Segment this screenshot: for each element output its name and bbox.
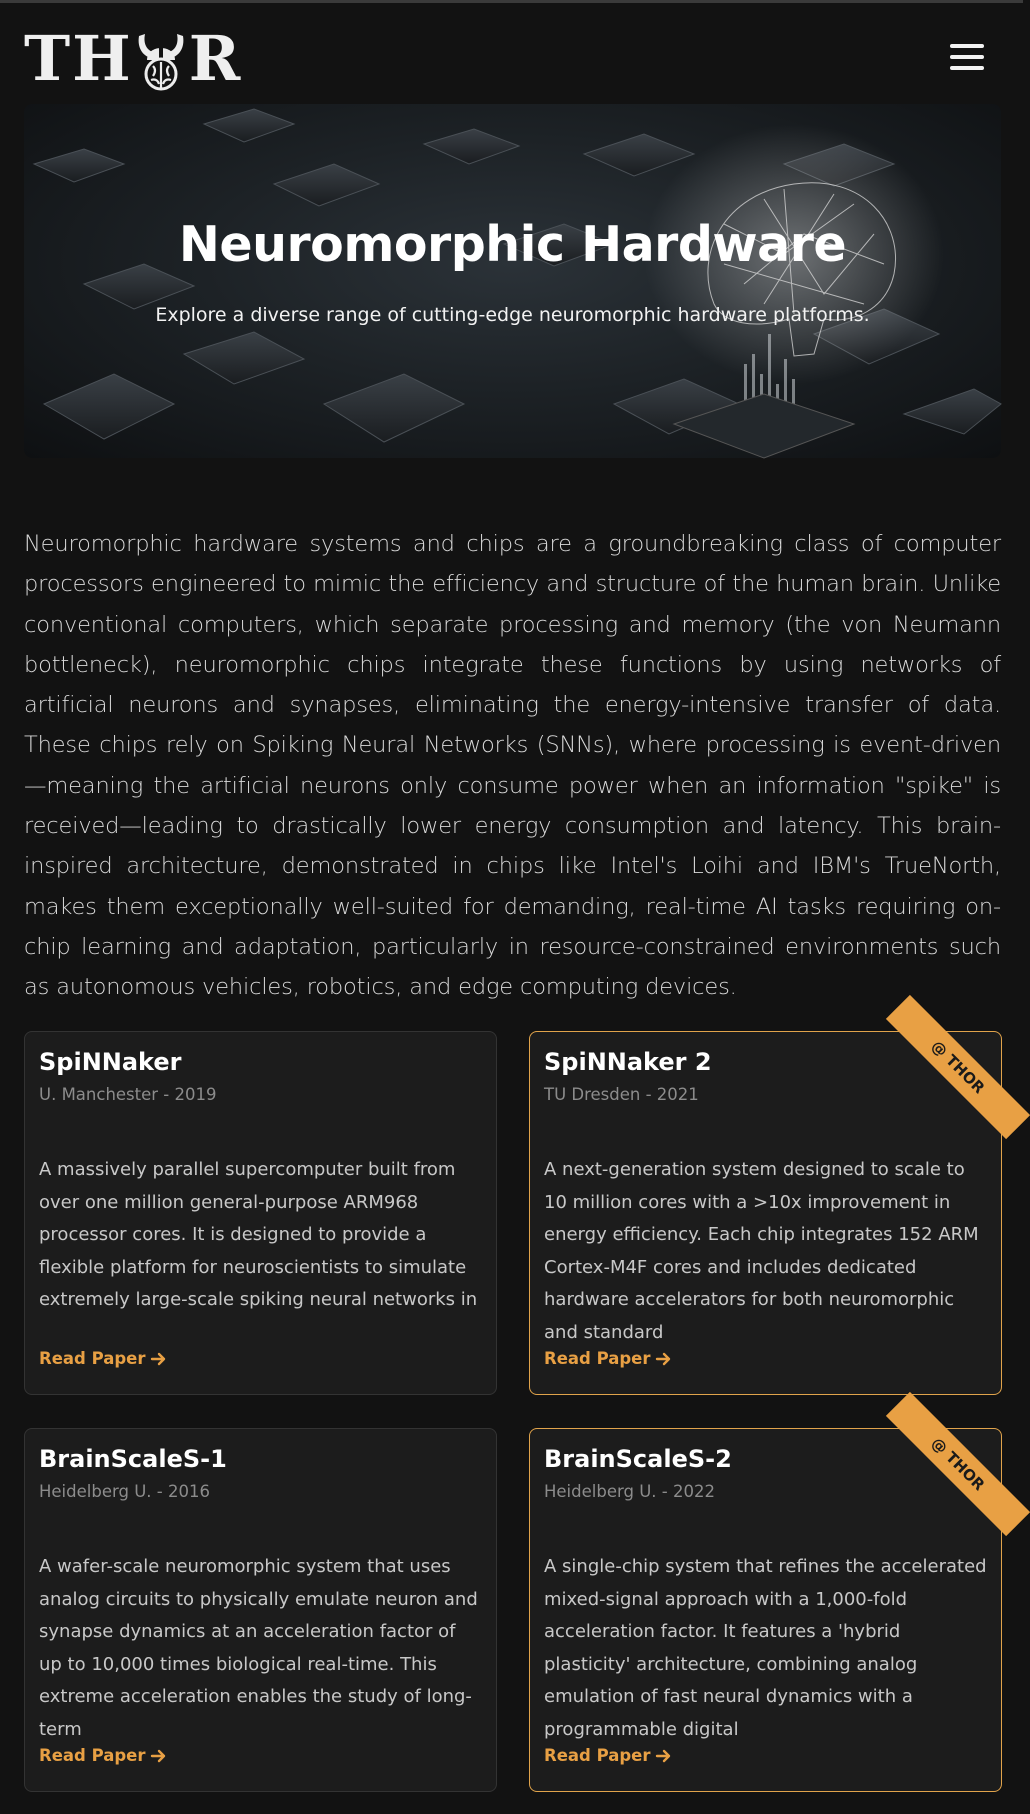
thor-ribbon-badge: @ THOR xyxy=(886,1392,1030,1536)
card-meta: TU Dresden - 2021 xyxy=(544,1085,699,1104)
card-description: A wafer-scale neuromorphic system that uses analog circuits to physically emulate neuron and synapse dynamics at an acceleration factor of up to 10,000 times biological real-time. This extreme acceleration enables the study of long-term xyxy=(39,1556,478,1740)
card-meta: U. Manchester - 2019 xyxy=(39,1085,217,1104)
hamburger-menu-icon[interactable] xyxy=(950,44,984,72)
card-meta: Heidelberg U. - 2016 xyxy=(39,1482,210,1501)
card-title: BrainScaleS-1 xyxy=(39,1445,227,1473)
chips-brain-background-image xyxy=(24,104,1001,458)
read-paper-label: Read Paper xyxy=(544,1349,651,1368)
page-subtitle: Explore a diverse range of cutting-edge neuromorphic hardware platforms. xyxy=(155,304,870,326)
site-header xyxy=(24,22,1000,94)
hardware-card-spinnaker-2 xyxy=(529,1031,1002,1395)
card-title: SpiNNaker 2 xyxy=(544,1048,712,1076)
thor-ribbon-badge: @ THOR xyxy=(886,995,1030,1139)
read-paper-link[interactable] xyxy=(544,1746,672,1765)
page-title: Neuromorphic Hardware xyxy=(178,216,847,273)
arrow-right-icon xyxy=(656,1749,672,1763)
viking-helmet-icon xyxy=(135,26,187,92)
read-paper-label: Read Paper xyxy=(39,1746,146,1765)
logo-letter-r: R xyxy=(188,22,243,95)
read-paper-label: Read Paper xyxy=(544,1746,651,1765)
menu-bar xyxy=(950,44,984,48)
logo-letter-t: T xyxy=(24,22,73,95)
card-description: A next-generation system designed to scale to 10 million cores with a >10x improvement in energy efficiency. Each chip integrates 152 ARM Cortex-M4F cores and includes dedicated hardware accelerators for both neuromorphic and standard xyxy=(544,1159,979,1343)
top-border xyxy=(0,0,1023,3)
menu-bar xyxy=(950,66,984,70)
card-description: A massively parallel supercomputer built from over one million general-purpose ARM968 processor cores. It is designed to provide a flexible platform for neuroscientists to simulate extremely large-scale spiking neural networks in xyxy=(39,1159,478,1310)
read-paper-link[interactable] xyxy=(544,1349,672,1368)
card-title: BrainScaleS-2 xyxy=(544,1445,732,1473)
card-meta: Heidelberg U. - 2022 xyxy=(544,1482,715,1501)
arrow-right-icon xyxy=(656,1352,672,1366)
arrow-right-icon xyxy=(151,1749,167,1763)
hardware-card-brainscales-2 xyxy=(529,1428,1002,1792)
read-paper-link[interactable] xyxy=(39,1349,167,1368)
thor-logo[interactable] xyxy=(24,22,243,95)
hardware-card-brainscales-1 xyxy=(24,1428,497,1792)
logo-letter-h: H xyxy=(72,22,133,95)
hardware-card-spinnaker xyxy=(24,1031,497,1395)
arrow-right-icon xyxy=(151,1352,167,1366)
read-paper-link[interactable] xyxy=(39,1746,167,1765)
menu-bar xyxy=(950,55,984,59)
hero-banner xyxy=(24,104,1001,458)
intro-paragraph: Neuromorphic hardware systems and chips are a groundbreaking class of computer processors engineered to mimic the efficiency and structure of the human brain. Unlike conventional computers, which separate processing and memory (the von Neumann bottleneck), neuromorphic chips integrate these functions by using networks of artificial neurons and synapses, eliminating the energy-intensive transfer of data. These chips rely on Spiking Neural Networks (SNNs), where processing is event-driven—meaning the artificial neurons only consume power when an information "spike" is received—leading to drastically lower energy consumption and latency. This brain-inspired architecture, demonstrated in chips like Intel's Loihi and IBM's TrueNorth, makes them exceptionally well-suited for demanding, real-time AI tasks requiring on-chip learning and adaptation, particularly in resource-constrained environments such as autonomous vehicles, robotics, and edge computing devices. xyxy=(24,531,1001,1001)
card-title: SpiNNaker xyxy=(39,1048,182,1076)
card-description: A single-chip system that refines the accelerated mixed-signal approach with a 1,000-fold acceleration factor. It features a 'hybrid plasticity' architecture, combining analog emulation of fast neural dynamics with a programmable digital xyxy=(544,1556,987,1740)
read-paper-label: Read Paper xyxy=(39,1349,146,1368)
